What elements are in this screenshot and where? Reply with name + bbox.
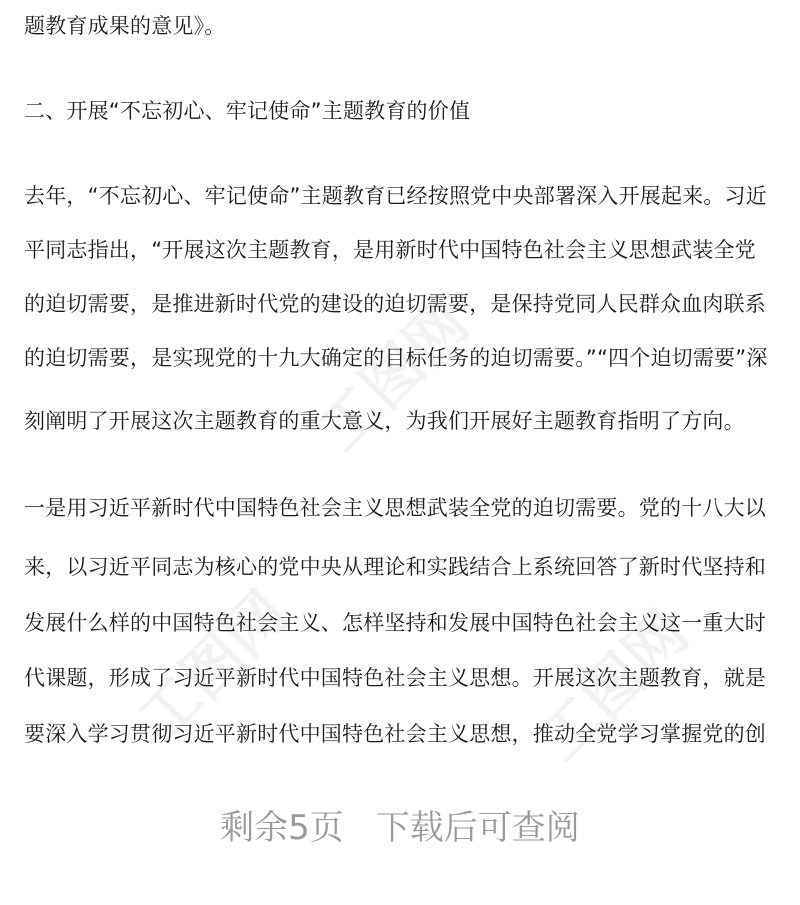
download-notice[interactable] — [0, 806, 800, 850]
paragraph-line: 的迫切需要，是实现党的十九大确定的目标任务的迫切需要。”“四个迫切需要”深 — [24, 346, 768, 370]
paragraph-line: 要深入学习贯彻习近平新时代中国特色社会主义思想，推动全党学习掌握党的创 — [24, 722, 766, 746]
paragraph-line: 题教育成果的意见》。 — [24, 14, 226, 38]
paragraph-line: 一是用习近平新时代中国特色社会主义思想武装全党的迫切需要。党的十八大以 — [24, 496, 766, 520]
section-heading: 二、开展“不忘初心、牢记使命”主题教育的价值 — [24, 99, 471, 123]
paragraph-line: 的迫切需要，是推进新时代党的建设的迫切需要，是保持党同人民群众血肉联系 — [24, 292, 766, 316]
watermark: 工图网 — [125, 578, 302, 755]
paragraph-line: 去年，“不忘初心、牢记使命”主题教育已经按照党中央部署深入开展起来。习近 — [24, 184, 767, 208]
watermark: 工图网 — [305, 288, 482, 465]
watermark: 工图网 — [525, 598, 702, 775]
paragraph-line: 平同志指出，“开展这次主题教育，是用新时代中国特色社会主义思想武装全党 — [24, 238, 756, 262]
paragraph-line: 发展什么样的中国特色社会主义、怎样坚持和发展中国特色社会主义这一重大时 — [24, 611, 766, 635]
paragraph-line: 代课题，形成了习近平新时代中国特色社会主义思想。开展这次主题教育，就是 — [24, 666, 766, 690]
paragraph-line: 来，以习近平同志为核心的党中央从理论和实践结合上系统回答了新时代坚持和 — [24, 555, 766, 579]
remaining-pages-label: 剩余5页 — [220, 808, 344, 848]
download-to-view-label: 下载后可查阅 — [375, 808, 580, 848]
paragraph-line: 刻阐明了开展这次主题教育的重大意义，为我们开展好主题教育指明了方向。 — [24, 409, 745, 433]
